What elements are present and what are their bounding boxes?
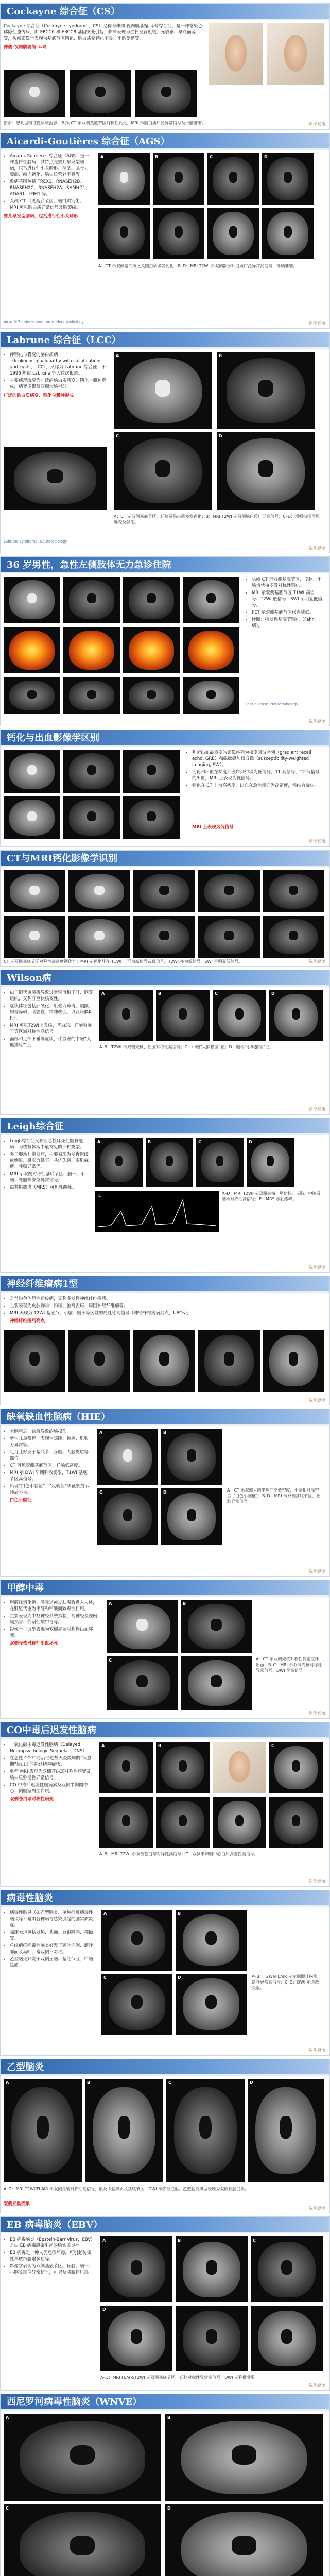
watermark: 医学影像 [309, 1569, 325, 1573]
mri-image [70, 70, 131, 117]
list-item: • 一氧化碳中毒迟发性脑病（Delayed Neuropsychologic Sequelae, DNS） [10, 1742, 94, 1754]
list-item: • 致病基因包括 TREX1、RNASEH2B、RNASEH2C、RNASEH2A、SAMHD1、ADAR1、IFIH1 等。 [10, 179, 91, 197]
ct-image: A [114, 352, 212, 429]
mri-image: C [269, 1742, 323, 1793]
figure-caption: A：CT 示双侧基底节区、丘脑及脑白质多发钙化；B：MRI T2WI 示双侧脑白质广泛高信号；C–D：增强扫描可见囊变及强化。 [114, 514, 320, 524]
pet-image [4, 627, 60, 673]
list-item: • 头颅 CT 示双侧基底节区、丘脑、小脑齿状核多发对称性钙化。 [252, 577, 323, 589]
ct-image [4, 70, 65, 117]
mri-image [153, 208, 204, 259]
mri-image [207, 208, 259, 259]
watermark: 医学影像 [309, 2206, 325, 2210]
source-note: Fahr disease. Neuroradiology [246, 702, 298, 706]
mri-image: B [85, 2079, 163, 2182]
mri-image: A [95, 1138, 143, 1187]
mri-image [123, 796, 180, 839]
list-item: • 症状体征包括肝硬化、肌张力障碍、震颤、构音障碍、肌强直、精神改变、以及角膜K-F环。 [10, 1003, 94, 1022]
section-ct-mri [0, 850, 330, 967]
list-item: • 病毒性脑炎（如乙型脑炎、单纯疱疹病毒性脑炎等）是由各种病毒感染引起的脑实质炎症。 [10, 1910, 96, 1928]
list-item: • Leigh综合征又称亚急性坏死性脑脊髓病，为线粒体病中最常见的一种类型。 [10, 1138, 91, 1150]
section-title: Labrune 综合征（LCC） [1, 332, 329, 349]
list-item: • 新生儿最常见，表现为嗜睡、惊厥、肌张力异常等。 [10, 1436, 91, 1448]
watermark: 医学影像 [309, 122, 325, 127]
figure-caption: A：CT 示双侧基底节区及脑白质多发钙化；B–D：MRI T2WI 示双侧额颞叶白质广泛异常高信号，伴脑萎缩。 [98, 264, 298, 268]
figure-caption: CT 示双侧基底节区对称性高密度钙化灶；MRI 示钙化灶在 T1WI 上可为高信号或低信号，T2WI 多为低信号，SWI 呈明显低信号。 [4, 959, 243, 964]
mri-image [183, 677, 239, 714]
mri-image [123, 677, 180, 714]
list-item: • 单纯疱疹病毒性脑炎好发于颞叶内侧、额叶眶面及岛叶，常双侧不对称。 [10, 1943, 96, 1955]
section-title: 甲醇中毒 [1, 1580, 329, 1597]
section-title: 钙化与出血影像学区别 [1, 730, 329, 747]
highlight-text: 双侧壳核对称性出血坏死 [10, 1641, 58, 1646]
list-item: • 钙化在 CT 上为高密度，出血在急性期亦为高密度，需结合临床。 [192, 783, 323, 789]
section-title: CO中毒后迟发性脑病 [1, 1722, 329, 1739]
list-item: • 影像学表现为双侧基底节区、丘脑、脑干、小脑等部位异常信号，可累及胼胝体压部。 [10, 2263, 94, 2276]
list-item: • EB 病毒是一种人类疱疹病毒，可引起传染性单核细胞增多症等。 [10, 2250, 94, 2262]
figure-caption: A–D：MRI T2WI/FLAIR 示双侧丘脑对称性高信号，累及中脑黑质及基底节区，DWI 示弥散受限。乙型脑炎典型表现为双侧丘脑受累。 [4, 2187, 249, 2191]
ct-image [4, 796, 60, 839]
mri-image: B [153, 153, 204, 205]
figure-caption: A：CT 示双侧壳核对称性低密度伴出血；B–C：MRI 示双侧壳核对称性异常信号，DWI 呈高信号。 [256, 1657, 322, 1673]
list-item: • Aicardi-Goutières 综合征（AGS）是一种遗传性脑病，其特点是婴儿早发型脑病，包括进行性小头畸形、痉挛、肌张力障碍、颅内钙化、脑白质营养不良等。 [10, 153, 91, 178]
mri-image: B [217, 352, 315, 429]
list-item: • 是常染色体显性遗传病，又称多发性神经纤维瘤病。 [10, 1296, 323, 1302]
svg-text:E: E [98, 1193, 101, 1198]
list-item: • 头颅 CT 可见基底节区、脑白质钙化，MRI 可见脑白质异常信号及脑萎缩。 [10, 198, 91, 211]
list-item: • 判断出血最重要的影像序列为梯度回波序列（gradient recall echo, GRE）和磁敏感加权成像（susceptibility-weighted imaging, SW）。 [192, 750, 323, 768]
watermark: 医学影像 [309, 1265, 325, 1269]
section-cockayne [0, 3, 330, 130]
ct-image [4, 577, 60, 623]
mri-image: C [4, 2504, 161, 2576]
watermark: 医学影像 [309, 546, 325, 550]
mri-image [156, 1797, 210, 1848]
mri-image [63, 796, 120, 839]
list-item: • 主要表现为皮肤咖啡牛奶斑、腋窝雀斑、周围神经纤维瘤等。 [10, 1303, 323, 1309]
mri-image [133, 1330, 195, 1392]
list-item: • MRI 可见T2WI上壳核、苍白球、丘脑和脑干等区域对称性高信号。 [10, 1023, 94, 1035]
mri-image: A [99, 990, 153, 1041]
watermark: 医学影像 [309, 959, 325, 963]
mri-image [263, 1330, 324, 1392]
section-hie [0, 1409, 330, 1577]
mri-image: D [161, 1488, 222, 1545]
list-item: • 大脑窒息、缺氧导致的脑损伤。 [10, 1429, 91, 1435]
mrs-spectrum [95, 1191, 219, 1232]
mri-image: D [247, 1138, 294, 1187]
pet-image [63, 627, 120, 673]
ct-image [68, 916, 130, 958]
watermark: 医学影像 [309, 2383, 325, 2387]
section-text: Cockayne 综合征（Cockayne syndrome，CS）又称为侏儒-视网膜萎缩-耳聋综合征，是一种常染色体隐性遗传病，由 ERCC6 和 ERCC8 基因突变引起，临床表现为生长发育迟缓、光敏感、早衰面容等，头颅影像学表现为基底节区钙化、脑白质髓鞘化不良、小脑萎缩等。 [4, 24, 203, 41]
mri-image: C [213, 990, 266, 1041]
list-item: • 乙型脑炎好发于双侧丘脑、基底节区、中脑黑质。 [10, 1956, 96, 1969]
section-title: 神经纤维瘤病1型 [1, 1276, 329, 1293]
highlight-text: 婴儿早发型脑病，包括进行性小头畸形 [4, 214, 78, 219]
mri-image: A [4, 2079, 82, 2182]
watermark: 医学影像 [309, 719, 325, 723]
mri-image [63, 577, 120, 623]
watermark: 医学影像 [309, 1107, 325, 1112]
mri-image [213, 1797, 266, 1848]
mri-image [98, 208, 150, 259]
mri-image: C [207, 153, 259, 205]
source-note: Labrune syndrome. Neuroradiology [4, 539, 67, 544]
list-item: • MRI 示双侧基底节区 T1WI 高信号、T2WI 低信号，SWI 示明显低信号。 [252, 590, 323, 608]
mri-image: C [196, 1138, 244, 1187]
watermark: 医学影像 [309, 1879, 325, 1884]
mri-image [99, 1797, 153, 1848]
section-title: EB 病毒脑炎（EBV） [1, 2217, 329, 2233]
mri-image: B [181, 1600, 252, 1653]
list-item: • 临床表现包括发热、头痛、意识障碍、抽搐等。 [10, 1929, 96, 1942]
section-lcc [0, 332, 330, 553]
mri-image: D [165, 2504, 323, 2576]
mri-image [135, 70, 197, 117]
section-title: 缺氧缺血性脑病（HIE） [1, 1409, 329, 1426]
mri-image: D [176, 1974, 247, 2035]
mri-image [263, 870, 324, 912]
illustration-photo [213, 1742, 266, 1793]
mri-image: A [100, 2236, 172, 2302]
list-item: • 主要病理改变为广泛的脑白质病变、钙化与囊肿形成，病变多累及双侧大脑半球。 [10, 378, 107, 390]
watermark: 医学影像 [309, 1398, 325, 1402]
section-title: 36 岁男性，急性左侧肢体无力急诊住院 [1, 557, 329, 573]
section-leigh [0, 1118, 330, 1273]
watermark: 医学影像 [309, 2048, 325, 2053]
highlight-text: MRI 上表现为低信号 [192, 825, 234, 830]
watermark: 医学影像 [309, 321, 325, 326]
ct-image: A [107, 1600, 178, 1653]
mri-image [198, 1330, 260, 1392]
ct-image [4, 870, 65, 912]
mri-image [63, 677, 120, 714]
mri-image [68, 1330, 130, 1392]
section-viral [0, 1890, 330, 2056]
section-title: Leigh综合征 [1, 1118, 329, 1135]
pet-image [183, 627, 239, 673]
mri-image [251, 2306, 323, 2371]
ct-image: A [98, 153, 150, 205]
highlight-text: 广泛的脑白质病变、钙化与囊肿形成 [4, 393, 74, 398]
pet-image [123, 627, 180, 673]
section-ags [0, 133, 330, 329]
ct-image [68, 870, 130, 912]
section-methanol [0, 1580, 330, 1719]
list-item: • 由于铜代谢障碍导致过量铜沉积于肝、脑等组织，又称肝豆状核变性。 [10, 990, 94, 1002]
highlight-text: 神经纤维瘤病亮点 [10, 1318, 45, 1324]
highlight-text: 白色小脑征 [10, 1498, 32, 1503]
mri-image [262, 208, 314, 259]
mri-image [4, 1330, 65, 1392]
section-title: Cockayne 综合征（CS） [1, 4, 329, 20]
mri-image [133, 870, 195, 912]
figure-caption: A–D：MRI FLAIR/T2WI 示双侧基底节区、丘脑对称性异常高信号，DWI 示弥散受限。 [100, 2375, 259, 2380]
ct-image [4, 916, 65, 958]
mri-image [183, 577, 239, 623]
figure-caption: 图示：患儿呈特征性早衰面容；头颅 CT 示双侧基底节区对称性钙化，MRI 示脑白质广泛异常信号及小脑萎缩。 [4, 121, 206, 125]
list-item: • 面部和足部下垂等症状，伴显著的中脑“大熊猫脸”征。 [10, 1036, 94, 1048]
mri-image: D [248, 2079, 324, 2182]
figure-caption: A–D：MRI T2WI 示双侧壳核、尾状核、丘脑、中脑及脑桥对称性高信号；E：MRS 示乳酸峰。 [222, 1191, 321, 1201]
list-item: • 在急性 CO 中毒后经过数天至数周的“假愈期”后出现的神经精神症状。 [10, 1755, 94, 1768]
section-calc-bleed [0, 730, 330, 847]
section-title: CT与MRI钙化影像学识别 [1, 851, 329, 867]
section-je [0, 2059, 330, 2213]
section-title: 西尼罗河病毒性脑炎（WNVE） [1, 2394, 329, 2411]
mri-image: C [114, 432, 212, 510]
mri-image [123, 577, 180, 623]
figure-caption: A–B：T2WI 示双侧壳核、丘脑对称性高信号；C：中脑“大熊猫脸”征；D：脑桥“小熊猫脸”征。 [99, 1045, 274, 1049]
section-title: Wilson病 [1, 970, 329, 987]
section-case36 [0, 556, 330, 726]
list-item: • MRI 示双侧对称性基底节区、脑干、小脑、脊髓等部位异常信号。 [10, 1171, 91, 1183]
mri-image [269, 1797, 323, 1848]
list-item: • EB 病毒脑炎（Epstein-Barr virus，EBV）是由 EB 病毒感染引起的脑实质炎症。 [10, 2236, 94, 2249]
mri-image [63, 750, 120, 793]
mri-image [4, 677, 60, 714]
mri-image: A [99, 1742, 153, 1793]
mri-image: D [269, 990, 323, 1041]
watermark: 医学影像 [309, 839, 325, 844]
list-item: • 伴钙化与囊变的脑白质病（leukoencephalopathy with calcifications and cysts，LCC），又称为 Labrune 综合征，于 1996 年由 Labrune 等人首次报道。 [10, 352, 107, 377]
list-item: • 甲醇经消化道、呼吸道或皮肤吸收进入人体，在肝脏代谢为甲醛和甲酸而致毒性作用。 [10, 1600, 101, 1612]
mri-image: C [101, 1974, 172, 2035]
section-nf1 [0, 1276, 330, 1405]
mri-image: B [165, 2414, 323, 2501]
list-item: • 多于婴幼儿期发病，主要表现为发育迟缓或倒退、肌张力低下、共济失调、眼肌麻痹、呼吸异常等。 [10, 1151, 91, 1170]
list-item: • 主要表现为中枢神经系统抑制、视神经及视网膜损害、代谢性酸中毒等。 [10, 1613, 101, 1625]
list-item: • 典型 MRI 表现为双侧苍白球对称性病变及脑白质弥漫性异常信号。 [10, 1769, 94, 1781]
mri-image [4, 447, 107, 510]
patient-photo [267, 23, 324, 85]
highlight-text: 双侧苍白球对称性病变 [10, 1797, 54, 1802]
list-item: • MRI 表现为 T2WI 基底节、小脑、脑干等区域的局灶性高信号（神经纤维瘤病亮点，UBOs）。 [10, 1310, 323, 1316]
mri-image: B [156, 990, 210, 1041]
mri-image: C [166, 2079, 245, 2182]
mri-image: B [146, 1138, 193, 1187]
mri-image: D [262, 153, 314, 205]
mri-image: C [97, 1488, 158, 1545]
list-item: • 磁共振波谱（MRS）可见乳酸峰。 [10, 1184, 91, 1191]
section-title: 乙型脑炎 [1, 2059, 329, 2076]
list-item: • PET 示双侧基底节区代谢减低。 [252, 609, 323, 616]
figure-caption: A：CT 示双侧大脑半球广泛低密度，小脑相对高密度（白色小脑征）；B–D：MRI 示双侧基底节区、丘脑异常信号。 [227, 1488, 321, 1504]
mri-image: B [161, 1429, 222, 1485]
list-item: • CT 可见双侧基底节区、丘脑低密度。 [10, 1463, 91, 1469]
watermark: 医学影像 [309, 1711, 325, 1716]
section-ebv [0, 2216, 330, 2391]
patient-photo [209, 23, 263, 85]
mri-image [181, 1656, 252, 1710]
mri-image: C [107, 1656, 178, 1710]
mri-image [123, 750, 180, 793]
highlight-text: 双侧丘脑受累 [4, 2201, 30, 2207]
list-item: • 诊断：特发性基底节钙化（Fahr 病）。 [252, 617, 323, 629]
mri-image: A [101, 1910, 172, 1971]
ct-image: A [97, 1429, 158, 1485]
mri-image [263, 916, 324, 958]
section-title: 病毒性脑炎 [1, 1890, 329, 1907]
highlight-text: 侏儒-视网膜萎缩-耳聋 [4, 45, 47, 50]
list-item: • CO 中毒后迟发性脑病累及双侧半卵圆中心、侧脑室周围白质。 [10, 1782, 94, 1794]
list-item: • 影像学上典型表现为双侧壳核对称性出血坏死。 [10, 1626, 101, 1639]
mri-image [198, 916, 260, 958]
list-item: • 足月儿好发于基底节、丘脑、大脑皮层等部位。 [10, 1449, 91, 1462]
ct-image [4, 750, 60, 793]
mri-image: B [156, 1742, 210, 1793]
source-note: Aicardi-Goutières syndrome. Neuroradiology [4, 320, 84, 324]
mri-image [133, 916, 195, 958]
figure-caption: A–B：MRI T2WI 示双侧苍白球对称性高信号；C：双侧半卵圆中心白质弥漫性高信号。 [99, 1852, 258, 1856]
list-item: • 出现“白色小脑征”、“反转征”等征象提示预后不良。 [10, 1483, 91, 1496]
section-title: Aicardi-Goutières 综合征（AGS） [1, 133, 329, 150]
mri-image [176, 2306, 248, 2371]
mri-image: B [176, 2236, 248, 2302]
figure-caption: A–B：T2WI/FLAIR 示左侧颞叶内侧、岛叶异常高信号；C–D：DWI 示弥散受限。 [252, 1974, 322, 1990]
list-item: • 钙化和出血在梯度回波序列中均为低信号，T1 高信号、T2 低信号的出血，MRI 上表现为低信号。 [192, 769, 323, 782]
section-wilson [0, 970, 330, 1115]
mri-image: C [251, 2236, 323, 2302]
mri-image: D [100, 2306, 172, 2371]
list-item: • MRI 示 DWI 早期弥散受限，T1WI 基底节区高信号。 [10, 1470, 91, 1482]
section-wnve [0, 2394, 330, 2576]
section-co [0, 1722, 330, 1887]
mri-image: B [176, 1910, 247, 1971]
mri-image: A [4, 2414, 161, 2501]
mri-image: D [217, 432, 315, 510]
mri-image [198, 870, 260, 912]
